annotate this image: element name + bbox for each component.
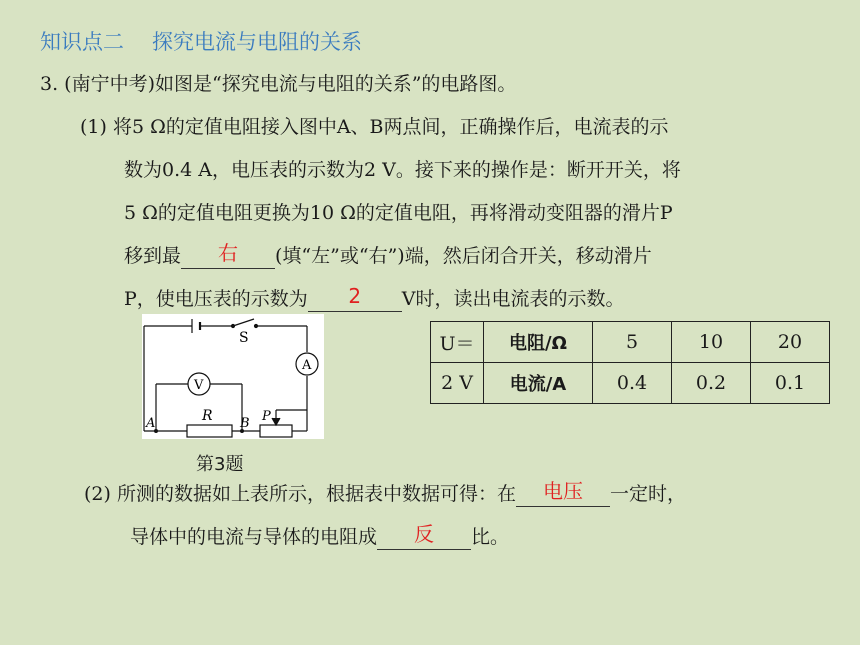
switch-label: S: [239, 330, 249, 346]
answer-4: 反: [414, 522, 435, 546]
resistor-label: R: [202, 408, 213, 424]
rheostat-symbol: [260, 425, 292, 437]
answer-blank-2[interactable]: [308, 284, 402, 312]
answer-blank-4[interactable]: [377, 522, 471, 550]
data-table: [430, 321, 830, 404]
part2-line2: [130, 524, 509, 550]
part2-line1-prefix: (2) 所测的数据如上表所示，根据表中数据可得：在: [84, 483, 516, 505]
part2-line2-suffix: 比。: [471, 526, 510, 548]
slider-label: P: [262, 409, 271, 424]
part1-line3: 5 Ω的定值电阻更换为10 Ω的定值电阻，再将滑动变阻器的滑片P: [124, 202, 673, 224]
part1-line4-suffix: (填“左”或“右”)端，然后闭合开关，移动滑片: [275, 245, 652, 267]
table-cell: 20: [751, 322, 830, 363]
question-stem: 3. (南宁中考)如图是“探究电流与电阻的关系”的电路图。: [40, 73, 517, 95]
part2-line2-prefix: 导体中的电流与导体的电阻成: [130, 526, 378, 548]
answer-2: 2: [348, 284, 362, 308]
table-cell: 0.2: [672, 363, 751, 404]
table-row-header: 电阻/Ω: [484, 322, 593, 363]
point-b-label: B: [240, 416, 250, 431]
table-cell: U＝: [431, 322, 484, 363]
answer-3: 电压: [542, 479, 583, 503]
part1-line4: [124, 243, 652, 269]
voltmeter-label: V: [194, 378, 204, 393]
table-row: [431, 322, 830, 363]
point-a-label: A: [146, 416, 156, 431]
part1-line1: (1) 将5 Ω的定值电阻接入图中A、B两点间，正确操作后，电流表的示: [80, 116, 669, 138]
part1-line5: [124, 286, 625, 312]
part2-line1-suffix: 一定时，: [609, 483, 686, 505]
resistor-symbol: [187, 425, 232, 437]
part1-line5-prefix: P，使电压表的示数为: [124, 288, 308, 310]
table-row: [431, 363, 830, 404]
circuit-diagram: [142, 314, 324, 439]
figure-caption: 第3题: [196, 454, 244, 475]
heading-title: 探究电流与电阻的关系: [152, 30, 362, 54]
answer-1: 右: [218, 241, 239, 265]
section-heading: [40, 26, 362, 56]
answer-blank-1[interactable]: [181, 241, 275, 269]
part1-line4-prefix: 移到最: [124, 245, 182, 267]
switch-blade: [233, 319, 254, 326]
answer-blank-3[interactable]: [516, 479, 610, 507]
part1-line5-suffix: V时，读出电流表的示数。: [401, 288, 625, 310]
table-row-header: 电流/A: [484, 363, 593, 404]
part2-line1: [84, 481, 686, 507]
ammeter-label: A: [302, 358, 312, 373]
table-cell: 2 V: [431, 363, 484, 404]
table-cell: 10: [672, 322, 751, 363]
part1-line2: 数为0.4 A，电压表的示数为2 V。接下来的操作是：断开开关，将: [124, 159, 681, 181]
heading-label: 知识点二: [40, 30, 124, 54]
table-cell: 0.4: [593, 363, 672, 404]
table-cell: 0.1: [751, 363, 830, 404]
table-cell: 5: [593, 322, 672, 363]
